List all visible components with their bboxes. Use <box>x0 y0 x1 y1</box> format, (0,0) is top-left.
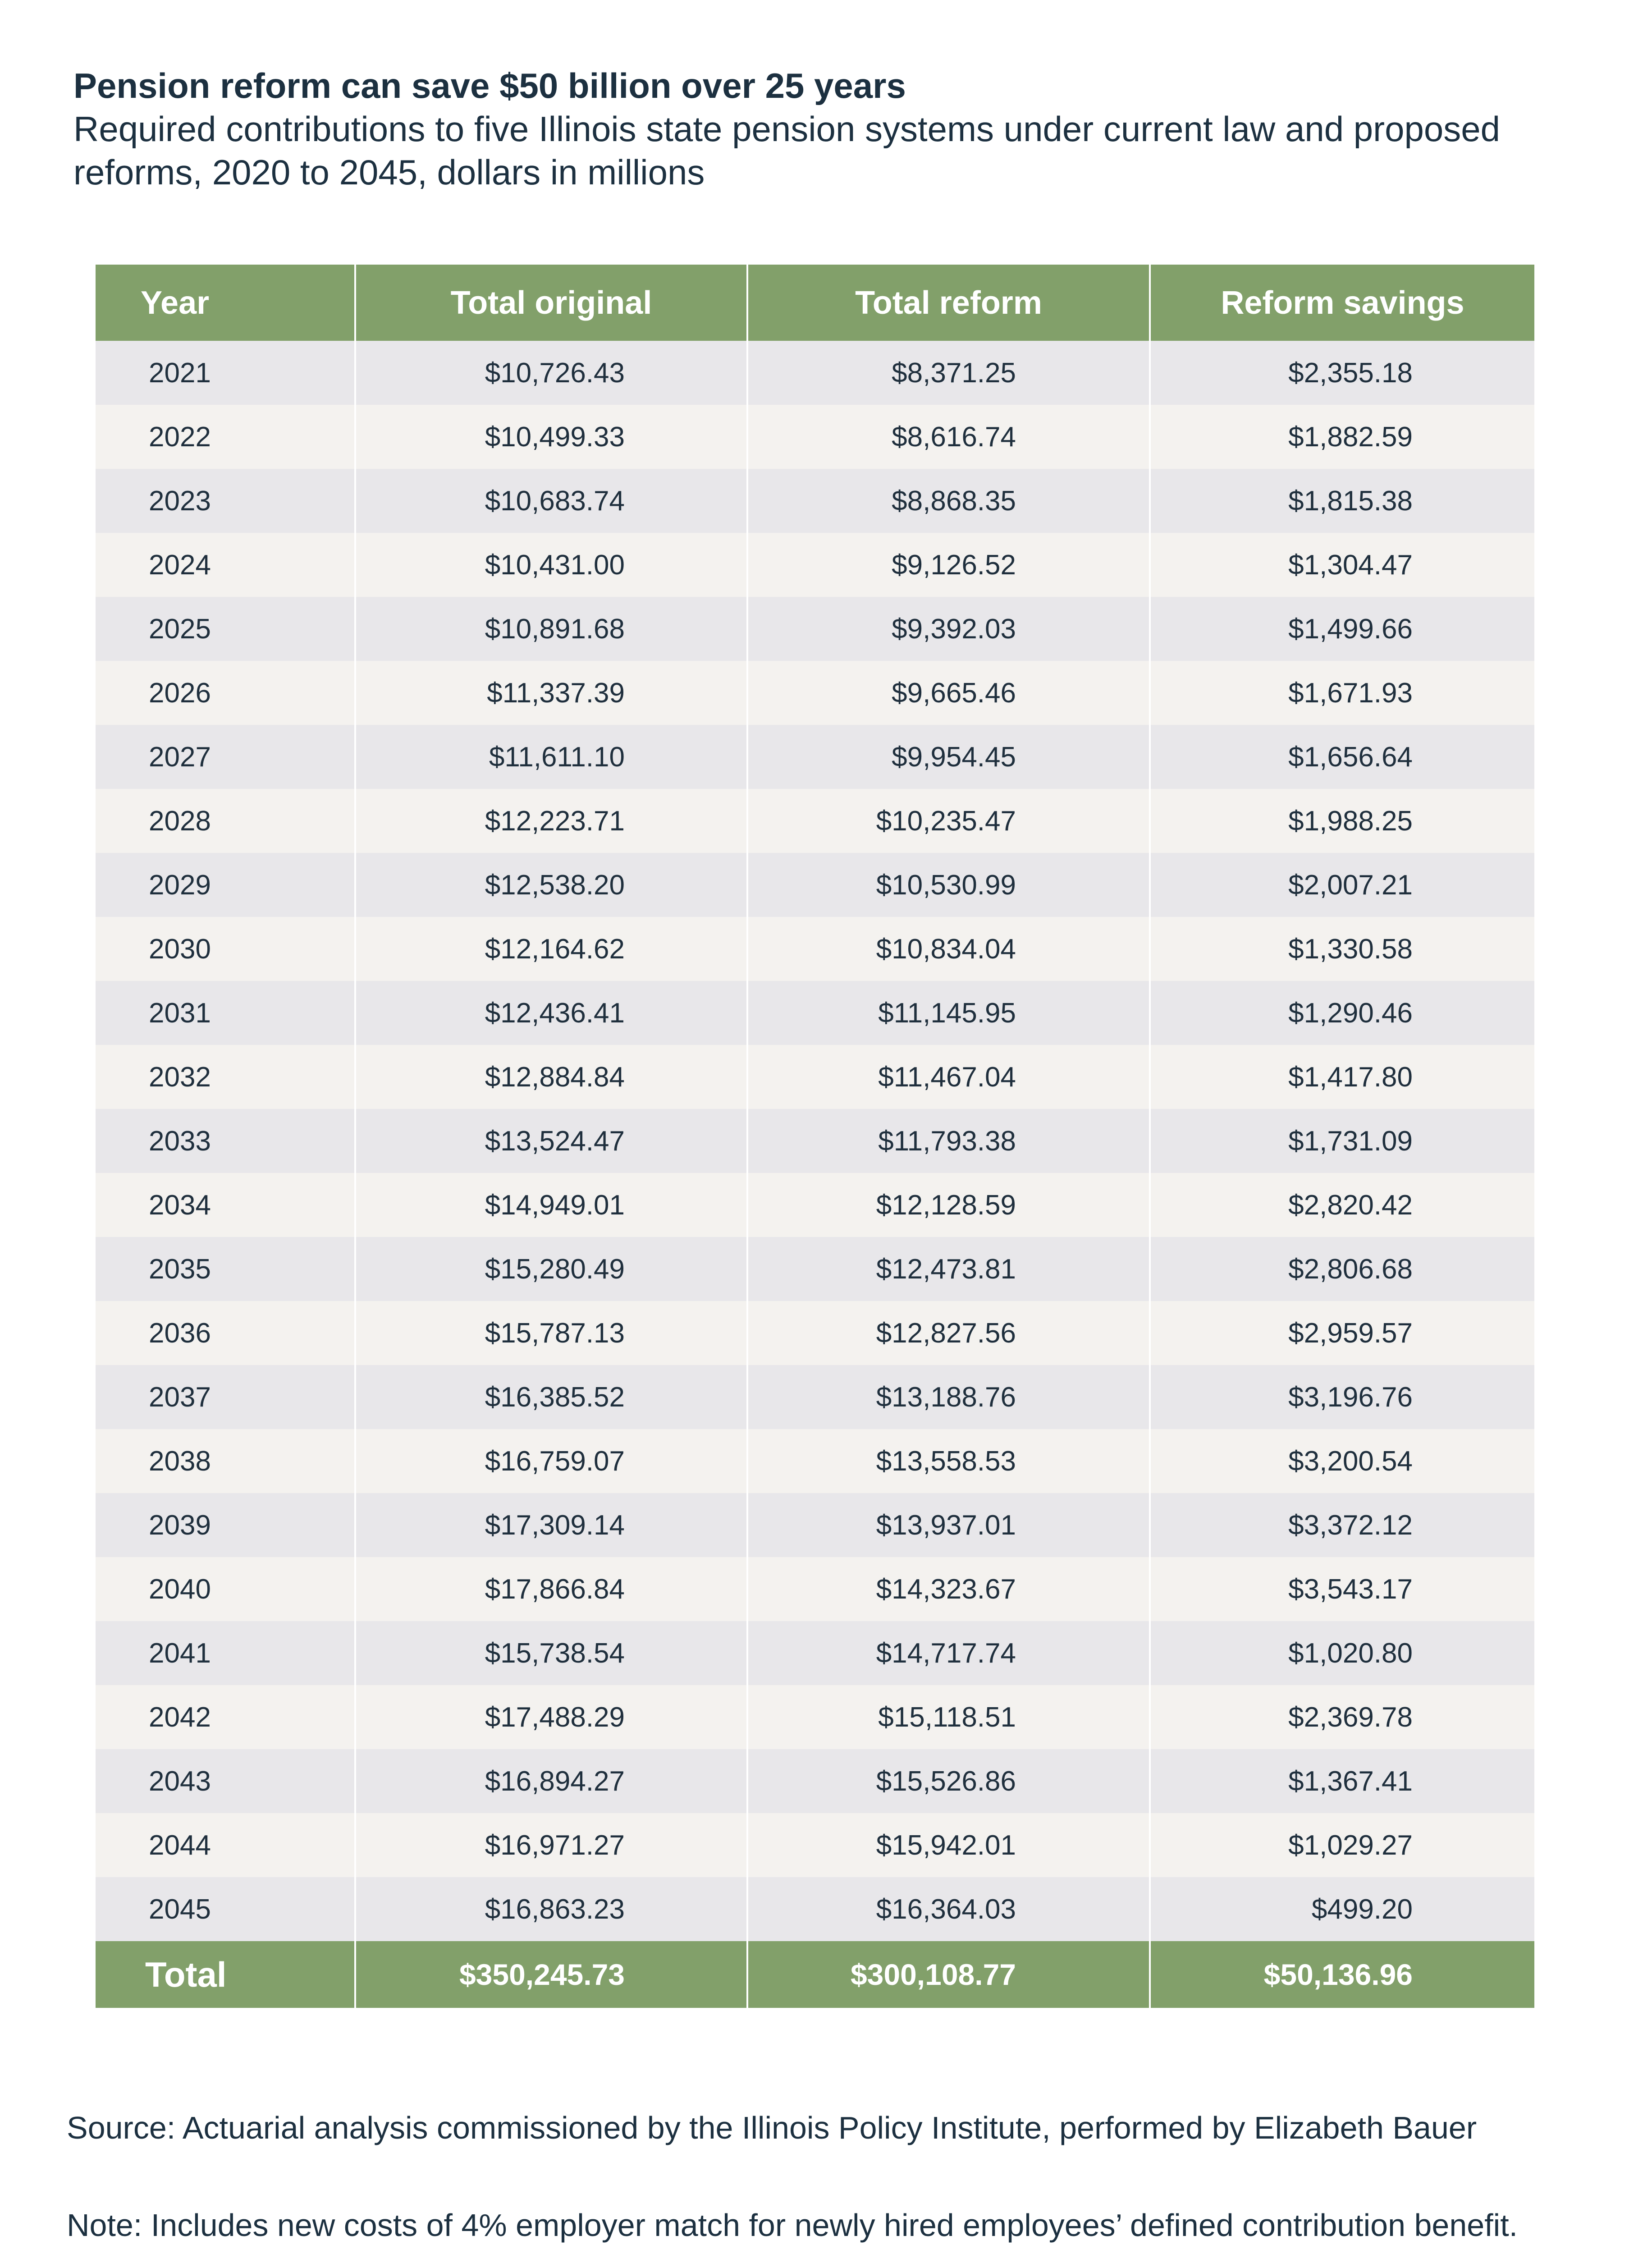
reform-savings-cell: $1,330.58 <box>1150 917 1534 981</box>
total-original-cell: $16,385.52 <box>355 1365 747 1429</box>
total-reform-cell: $300,108.77 <box>747 1941 1150 2008</box>
year-cell: 2032 <box>96 1045 355 1109</box>
total-reform-cell: $14,717.74 <box>747 1621 1150 1685</box>
year-cell: 2042 <box>96 1685 355 1749</box>
total-original-cell: $10,683.74 <box>355 469 747 533</box>
reform-savings-cell: $3,372.12 <box>1150 1493 1534 1557</box>
reform-savings-cell: $1,882.59 <box>1150 405 1534 469</box>
year-cell: 2026 <box>96 661 355 725</box>
reform-savings-cell: $3,200.54 <box>1150 1429 1534 1493</box>
year-cell: 2029 <box>96 853 355 917</box>
year-cell: 2044 <box>96 1813 355 1877</box>
table-row <box>96 533 1534 597</box>
total-reform-cell: $8,616.74 <box>747 405 1150 469</box>
year-cell: 2033 <box>96 1109 355 1173</box>
source-note: Source: Actuarial analysis commissioned by the Illinois Policy Institute, performed by Elizabeth Bauer <box>67 2110 1477 2145</box>
total-reform-cell: $10,235.47 <box>747 789 1150 853</box>
table-row <box>96 1557 1534 1621</box>
year-cell: 2034 <box>96 1173 355 1237</box>
total-reform-cell: $11,467.04 <box>747 1045 1150 1109</box>
reform-savings-cell: $1,815.38 <box>1150 469 1534 533</box>
total-original-cell: $12,223.71 <box>355 789 747 853</box>
reform-savings-cell: $1,304.47 <box>1150 533 1534 597</box>
total-original-cell: $350,245.73 <box>355 1941 747 2008</box>
table-row <box>96 1429 1534 1493</box>
total-original-cell: $16,894.27 <box>355 1749 747 1813</box>
total-original-cell: $15,787.13 <box>355 1301 747 1365</box>
year-cell: 2036 <box>96 1301 355 1365</box>
reform-savings-cell: $3,543.17 <box>1150 1557 1534 1621</box>
total-reform-cell: $8,868.35 <box>747 469 1150 533</box>
total-original-cell: $17,488.29 <box>355 1685 747 1749</box>
total-original-cell: $12,436.41 <box>355 981 747 1045</box>
total-reform-cell: $8,371.25 <box>747 341 1150 405</box>
year-cell: 2038 <box>96 1429 355 1493</box>
table-row <box>96 725 1534 789</box>
reform-savings-cell: $1,731.09 <box>1150 1109 1534 1173</box>
total-reform-cell: $11,145.95 <box>747 981 1150 1045</box>
total-original-cell: $16,971.27 <box>355 1813 747 1877</box>
table-row <box>96 1109 1534 1173</box>
year-cell: 2045 <box>96 1877 355 1941</box>
reform-savings-cell: $2,806.68 <box>1150 1237 1534 1301</box>
total-original-cell: $13,524.47 <box>355 1109 747 1173</box>
table-row <box>96 661 1534 725</box>
reform-savings-cell: $1,029.27 <box>1150 1813 1534 1877</box>
reform-savings-cell: $1,499.66 <box>1150 597 1534 661</box>
reform-savings-cell: $2,959.57 <box>1150 1301 1534 1365</box>
total-original-cell: $12,164.62 <box>355 917 747 981</box>
year-cell: 2037 <box>96 1365 355 1429</box>
table-row <box>96 1749 1534 1813</box>
total-reform-cell: $15,118.51 <box>747 1685 1150 1749</box>
total-reform-cell: $13,937.01 <box>747 1493 1150 1557</box>
reform-savings-cell: $1,988.25 <box>1150 789 1534 853</box>
total-original-cell: $17,309.14 <box>355 1493 747 1557</box>
table-row <box>96 1493 1534 1557</box>
total-reform-cell: $10,834.04 <box>747 917 1150 981</box>
table-row <box>96 1237 1534 1301</box>
reform-savings-cell: $1,671.93 <box>1150 661 1534 725</box>
column-header-total-reform: Total reform <box>747 265 1150 341</box>
total-original-cell: $17,866.84 <box>355 1557 747 1621</box>
table-row <box>96 1877 1534 1941</box>
total-reform-cell: $15,526.86 <box>747 1749 1150 1813</box>
year-cell: 2021 <box>96 341 355 405</box>
reform-savings-cell: $2,007.21 <box>1150 853 1534 917</box>
methodology-note: Note: Includes new costs of 4% employer match for newly hired employees’ defined contribution benefit. <box>67 2208 1518 2243</box>
table-row <box>96 341 1534 405</box>
reform-savings-cell: $2,369.78 <box>1150 1685 1534 1749</box>
table-row <box>96 917 1534 981</box>
total-reform-cell: $13,558.53 <box>747 1429 1150 1493</box>
reform-savings-cell: $1,020.80 <box>1150 1621 1534 1685</box>
reform-savings-cell: $2,820.42 <box>1150 1173 1534 1237</box>
total-reform-cell: $10,530.99 <box>747 853 1150 917</box>
total-original-cell: $15,280.49 <box>355 1237 747 1301</box>
total-original-cell: $15,738.54 <box>355 1621 747 1685</box>
total-original-cell: $10,431.00 <box>355 533 747 597</box>
table-row <box>96 1365 1534 1429</box>
table-body <box>96 341 1534 1941</box>
total-reform-cell: $13,188.76 <box>747 1365 1150 1429</box>
table-row <box>96 597 1534 661</box>
column-header-year: Year <box>96 265 355 341</box>
reform-savings-cell: $3,196.76 <box>1150 1365 1534 1429</box>
year-cell: 2027 <box>96 725 355 789</box>
year-cell: 2039 <box>96 1493 355 1557</box>
total-reform-cell: $14,323.67 <box>747 1557 1150 1621</box>
table-row <box>96 789 1534 853</box>
chart-subtitle: Required contributions to five Illinois state pension systems under current law and proposed reforms, 2020 to 2045, dollars in millions <box>73 109 1501 192</box>
table-row <box>96 853 1534 917</box>
table-row <box>96 1685 1534 1749</box>
total-reform-cell: $9,954.45 <box>747 725 1150 789</box>
reform-savings-cell: $2,355.18 <box>1150 341 1534 405</box>
year-cell: 2035 <box>96 1237 355 1301</box>
total-reform-cell: $9,392.03 <box>747 597 1150 661</box>
table-total-row <box>96 1941 1534 2008</box>
total-original-cell: $10,726.43 <box>355 341 747 405</box>
table-row <box>96 1621 1534 1685</box>
total-reform-cell: $9,665.46 <box>747 661 1150 725</box>
total-label: Total <box>96 1941 355 2008</box>
table-row <box>96 1813 1534 1877</box>
total-original-cell: $16,863.23 <box>355 1877 747 1941</box>
table-row <box>96 1173 1534 1237</box>
chart-title: Pension reform can save $50 billion over 25 years <box>73 66 906 105</box>
total-reform-cell: $12,827.56 <box>747 1301 1150 1365</box>
total-original-cell: $14,949.01 <box>355 1173 747 1237</box>
total-reform-cell: $11,793.38 <box>747 1109 1150 1173</box>
year-cell: 2040 <box>96 1557 355 1621</box>
reform-savings-cell: $1,367.41 <box>1150 1749 1534 1813</box>
year-cell: 2023 <box>96 469 355 533</box>
total-savings-cell: $50,136.96 <box>1150 1941 1534 2008</box>
total-original-cell: $10,891.68 <box>355 597 747 661</box>
total-original-cell: $16,759.07 <box>355 1429 747 1493</box>
reform-savings-cell: $499.20 <box>1150 1877 1534 1941</box>
total-reform-cell: $9,126.52 <box>747 533 1150 597</box>
column-header-total-original: Total original <box>355 265 747 341</box>
year-cell: 2024 <box>96 533 355 597</box>
year-cell: 2043 <box>96 1749 355 1813</box>
table-row <box>96 469 1534 533</box>
total-reform-cell: $15,942.01 <box>747 1813 1150 1877</box>
table-row <box>96 1045 1534 1109</box>
year-cell: 2030 <box>96 917 355 981</box>
table-row <box>96 1301 1534 1365</box>
total-original-cell: $12,538.20 <box>355 853 747 917</box>
total-original-cell: $11,337.39 <box>355 661 747 725</box>
column-header-reform-savings: Reform savings <box>1150 265 1534 341</box>
total-reform-cell: $16,364.03 <box>747 1877 1150 1941</box>
total-original-cell: $11,611.10 <box>355 725 747 789</box>
table-row <box>96 405 1534 469</box>
reform-savings-cell: $1,417.80 <box>1150 1045 1534 1109</box>
total-reform-cell: $12,128.59 <box>747 1173 1150 1237</box>
total-reform-cell: $12,473.81 <box>747 1237 1150 1301</box>
year-cell: 2022 <box>96 405 355 469</box>
year-cell: 2041 <box>96 1621 355 1685</box>
table-header-row <box>96 265 1534 341</box>
reform-savings-cell: $1,290.46 <box>1150 981 1534 1045</box>
total-original-cell: $12,884.84 <box>355 1045 747 1109</box>
year-cell: 2025 <box>96 597 355 661</box>
reform-savings-cell: $1,656.64 <box>1150 725 1534 789</box>
pension-table <box>96 265 1534 2008</box>
table-row <box>96 981 1534 1045</box>
year-cell: 2028 <box>96 789 355 853</box>
total-original-cell: $10,499.33 <box>355 405 747 469</box>
year-cell: 2031 <box>96 981 355 1045</box>
